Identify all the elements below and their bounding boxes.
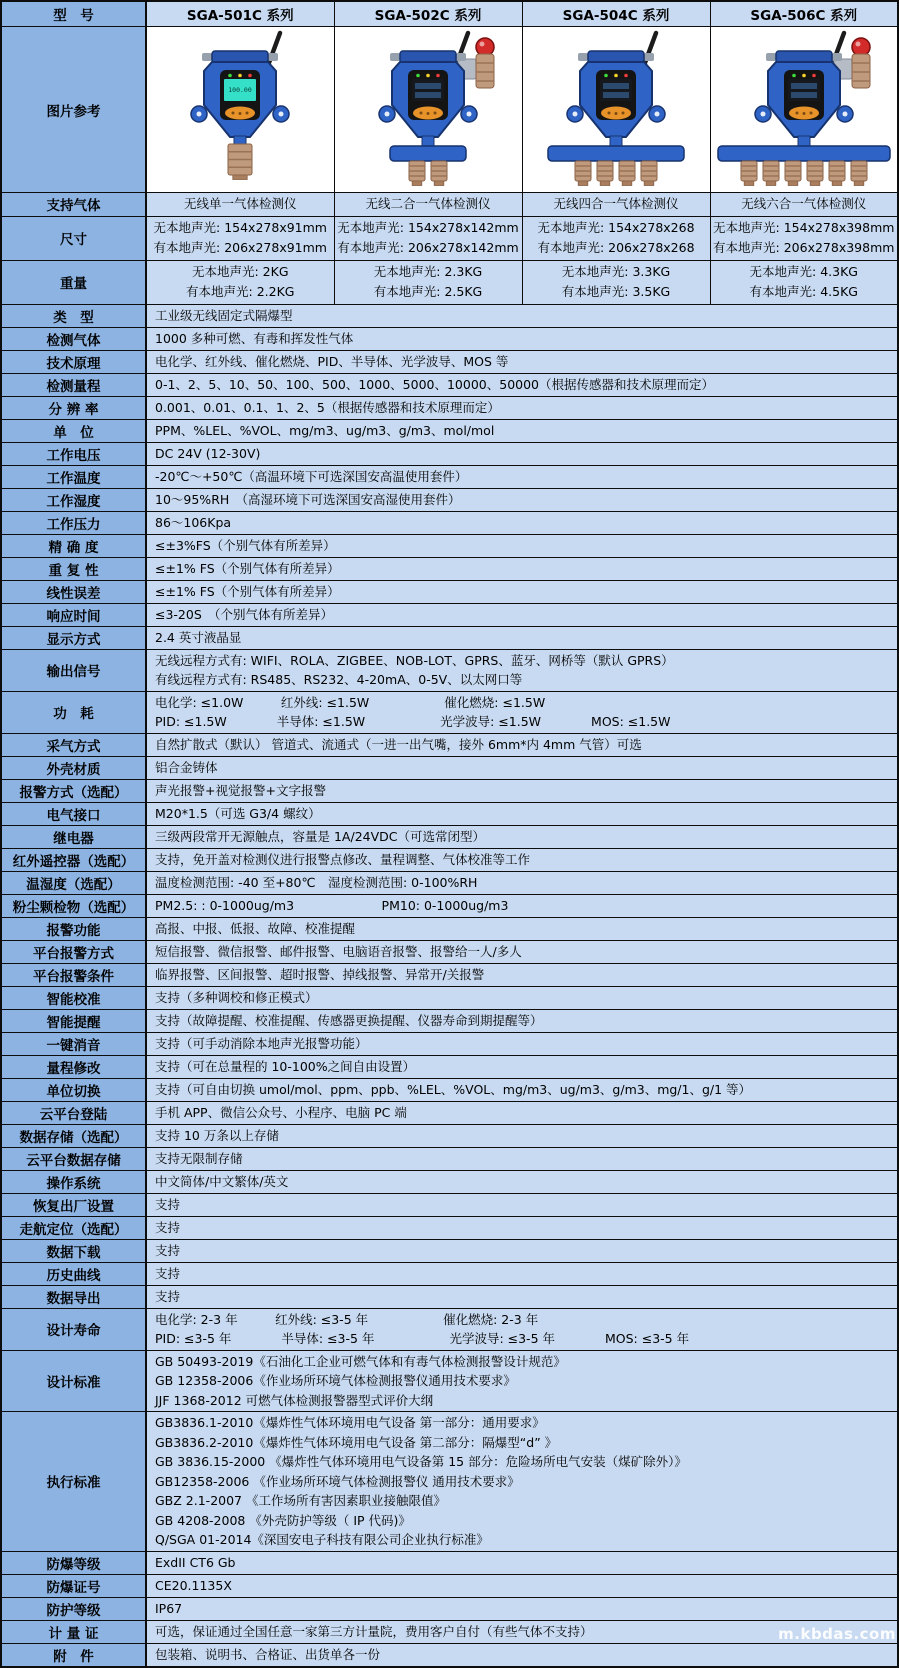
cell-line: 无本地声光: 4.3KG: [749, 263, 858, 279]
row-value: [146, 488, 898, 511]
cell-line: 声光报警+视觉报警+文字报警: [155, 782, 326, 798]
cell-line: Q/SGA 01-2014《深国安电子科技有限公司企业执行标准》: [155, 1532, 489, 1547]
spec-row-38: [1, 1147, 898, 1170]
cell-line: 手机 APP、微信公众号、小程序、电脑 PC 端: [155, 1104, 407, 1120]
spec-row-31: [1, 986, 898, 1009]
spec-row-7: [1, 396, 898, 419]
cell-line: ≤±1% FS（个别气体有所差异）: [155, 560, 340, 576]
row-label: 支持气体: [1, 193, 146, 217]
cell-line: 支持: [155, 1242, 181, 1258]
cell-line: 电化学: 2-3 年 红外线: ≤3-5 年 催化燃烧: 2-3 年: [155, 1311, 539, 1327]
row-value-col4: [710, 216, 898, 260]
model-name-4: SGA-506C 系列: [710, 1, 898, 27]
cell-line: GBZ 2.1-2007 《工作场所有害因素职业接触限值》: [155, 1493, 446, 1508]
cell-line: 包装箱、说明书、合格证、出货单各一份: [155, 1646, 381, 1662]
cell-line: GB3836.2-2010《爆炸性气体环境用电气设备 第二部分：隔爆型“d” 》: [155, 1434, 558, 1450]
row-value: [146, 1412, 898, 1552]
cell-line: IP67: [155, 1600, 183, 1616]
row-label: 计 量 证: [1, 1620, 146, 1643]
row-label: 检测量程: [1, 373, 146, 396]
row-label: 红外遥控器（选配）: [1, 848, 146, 871]
cell-line: PID: ≤1.5W 半导体: ≤1.5W 光学波导: ≤1.5W MOS: ≤1.5W: [155, 714, 671, 729]
row-label: 附 件: [1, 1643, 146, 1667]
spec-row-27: [1, 894, 898, 917]
cell-line: 无本地声光: 154x278x91mm: [153, 219, 327, 235]
row-value: [146, 1574, 898, 1597]
cell-line: 无本地声光: 2.3KG: [373, 263, 483, 279]
row-label: 工作湿度: [1, 488, 146, 511]
spec-row-34: [1, 1055, 898, 1078]
cell-line: 支持: [155, 1288, 181, 1304]
cell-line: 0-1、2、5、10、50、100、500、1000、5000、10000、50000（根据传感器和技术原理而定）: [155, 376, 715, 392]
row-value: [146, 1078, 898, 1101]
row-label: 分 辨 率: [1, 396, 146, 419]
cell-line: 无本地声光: 154x278x398mm: [713, 219, 895, 235]
row-label: 检测气体: [1, 327, 146, 350]
model-name-2: SGA-502C 系列: [334, 1, 522, 27]
row-label: 平台报警方式: [1, 940, 146, 963]
spec-row-14: [1, 557, 898, 580]
spec-row-13: [1, 534, 898, 557]
spec-row-52: [1, 1643, 898, 1667]
row-value: [146, 1239, 898, 1262]
spec-row-18: [1, 649, 898, 691]
row-value: [146, 802, 898, 825]
cell-line: 短信报警、微信报警、邮件报警、电脑语音报警、报警给一人/多人: [155, 943, 522, 959]
row-label: 响应时间: [1, 603, 146, 626]
spec-row-15: [1, 580, 898, 603]
row-value: [146, 871, 898, 894]
row-value: [146, 580, 898, 603]
svg-text:100.00: 100.00: [228, 86, 252, 94]
row-label: 温湿度（选配）: [1, 871, 146, 894]
row-value: [146, 442, 898, 465]
row-label: 粉尘颗检物（选配）: [1, 894, 146, 917]
row-label: 防护等级: [1, 1597, 146, 1620]
spec-row-17: [1, 626, 898, 649]
spec-row-29: [1, 940, 898, 963]
row-label: 报警功能: [1, 917, 146, 940]
row-label: 平台报警条件: [1, 963, 146, 986]
cell-line: 2.4 英寸液晶显: [155, 629, 242, 645]
row-label: 显示方式: [1, 626, 146, 649]
watermark: m.kbdas.com: [778, 1624, 896, 1643]
row-value: [146, 350, 898, 373]
cell-line: 支持: [155, 1265, 181, 1281]
cell-line: 有本地声光: 206x278x91mm: [153, 240, 327, 255]
row-value: [146, 1032, 898, 1055]
cell-line: GB 50493-2019《石油化工企业可燃气体和有毒气体检测报警设计规范》: [155, 1353, 566, 1369]
cell-line: 10～95%RH （高湿环境下可选深国安高湿使用套件）: [155, 491, 461, 507]
cell-line: 有本地声光: 3.5KG: [561, 284, 671, 299]
spec-row-21: [1, 756, 898, 779]
row-value: [146, 1551, 898, 1574]
cell-line: 无线二合一气体检测仪: [365, 196, 491, 211]
cell-line: 无本地声光: 154x278x142mm: [337, 219, 519, 235]
row-value: [146, 465, 898, 488]
cell-line: 支持（可自由切换 umol/mol、ppm、ppb、%LEL、%VOL、mg/m3、ug/m3、g/m3、mg/1、g/1 等）: [155, 1081, 752, 1097]
row-value: [146, 1308, 898, 1350]
row-value-col4: [710, 260, 898, 304]
cell-line: 无线远程方式有: WIFI、ROLA、ZIGBEE、NOB-LOT、GPRS、蓝牙、网桥等（默认 GPRS）: [155, 652, 674, 668]
row-value: [146, 1262, 898, 1285]
row-label: 输出信号: [1, 649, 146, 691]
cell-line: 有本地声光: 2.5KG: [373, 284, 483, 299]
product-image-sga-502c: [334, 27, 522, 193]
row-label: 数据存储（选配）: [1, 1124, 146, 1147]
spec-row-50: [1, 1597, 898, 1620]
cell-line: 三级两段常开无源触点，容量是 1A/24VDC（可选常闭型）: [155, 828, 485, 844]
cell-line: 有本地声光: 206x278x268: [537, 240, 695, 255]
cell-line: 无本地声光: 154x278x268: [537, 219, 695, 235]
row-label: 设计标准: [1, 1350, 146, 1412]
row-label-images: 图片参考: [1, 27, 146, 193]
row-label: 一键消音: [1, 1032, 146, 1055]
cell-line: 自然扩散式（默认） 管道式、流通式（一进一出气嘴，接外 6mm*内 4mm 气管）可选: [155, 736, 642, 752]
spec-row-0: [1, 193, 898, 217]
row-label: 数据导出: [1, 1285, 146, 1308]
product-image-sga-504c: [522, 27, 710, 193]
cell-line: 高报、中报、低报、故障、校准提醒: [155, 920, 356, 936]
spec-row-20: [1, 733, 898, 756]
row-value: [146, 756, 898, 779]
cell-line: ≤±3%FS（个别气体有所差异）: [155, 537, 336, 553]
row-value-col2: [334, 260, 522, 304]
row-value: [146, 511, 898, 534]
row-value: [146, 1193, 898, 1216]
spec-row-19: [1, 691, 898, 733]
row-label: 恢复出厂设置: [1, 1193, 146, 1216]
spec-row-12: [1, 511, 898, 534]
spec-row-36: [1, 1101, 898, 1124]
row-label: 重量: [1, 260, 146, 304]
spec-row-2: [1, 260, 898, 304]
row-value: [146, 848, 898, 871]
cell-line: PM2.5: : 0-1000ug/m3 PM10: 0-1000ug/m3: [155, 897, 509, 913]
row-label: 防爆等级: [1, 1551, 146, 1574]
cell-line: 无线单一气体检测仪: [183, 196, 297, 211]
row-label-model: 型 号: [1, 1, 146, 27]
cell-line: ≤±1% FS（个别气体有所差异）: [155, 583, 340, 599]
row-label: 历史曲线: [1, 1262, 146, 1285]
row-value: [146, 1216, 898, 1239]
row-value: [146, 1597, 898, 1620]
cell-line: 电化学: ≤1.0W 红外线: ≤1.5W 催化燃烧: ≤1.5W: [155, 694, 546, 710]
spec-row-30: [1, 963, 898, 986]
spec-row-9: [1, 442, 898, 465]
row-value-col1: [146, 216, 334, 260]
cell-line: DC 24V (12-30V): [155, 445, 261, 461]
cell-line: 无本地声光: 3.3KG: [561, 263, 671, 279]
row-value: [146, 733, 898, 756]
cell-line: 工业级无线固定式隔爆型: [155, 307, 293, 323]
row-label: 云平台登陆: [1, 1101, 146, 1124]
spec-row-26: [1, 871, 898, 894]
cell-line: 临界报警、区间报警、超时报警、掉线报警、异常开/关报警: [155, 966, 485, 982]
row-label: 采气方式: [1, 733, 146, 756]
cell-line: 无线六合一气体检测仪: [741, 196, 867, 211]
spec-row-5: [1, 350, 898, 373]
spec-row-3: [1, 304, 898, 327]
model-name-3: SGA-504C 系列: [522, 1, 710, 27]
spec-row-11: [1, 488, 898, 511]
model-header-row: [1, 1, 898, 27]
product-image-sga-506c: [710, 27, 898, 193]
row-value: [146, 557, 898, 580]
row-value: [146, 419, 898, 442]
cell-line: GB 3836.15-2000 《爆炸性气体环境用电气设备第 15 部分：危险场所电气安装（煤矿除外）》: [155, 1454, 687, 1469]
row-label: 工作压力: [1, 511, 146, 534]
cell-line: 中文简体/中文繁体/英文: [155, 1173, 289, 1189]
row-label: 精 确 度: [1, 534, 146, 557]
spec-row-23: [1, 802, 898, 825]
row-value: [146, 1124, 898, 1147]
spec-row-33: [1, 1032, 898, 1055]
cell-line: 温度检测范围: -40 至+80℃ 湿度检测范围: 0-100%RH: [155, 874, 478, 890]
row-value: [146, 1101, 898, 1124]
row-value-col1: [146, 193, 334, 217]
row-value: [146, 779, 898, 802]
row-value-col3: [522, 216, 710, 260]
spec-row-41: [1, 1216, 898, 1239]
row-label: 走航定位（选配）: [1, 1216, 146, 1239]
model-name-1: SGA-501C 系列: [146, 1, 334, 27]
spec-row-6: [1, 373, 898, 396]
row-value: [146, 1620, 898, 1643]
cell-line: -20℃～+50℃（高温环境下可选深国安高温使用套件）: [155, 468, 468, 484]
spec-row-10: [1, 465, 898, 488]
row-label: 尺寸: [1, 216, 146, 260]
row-value: [146, 963, 898, 986]
row-value: [146, 327, 898, 350]
row-value: [146, 1055, 898, 1078]
row-label: 重 复 性: [1, 557, 146, 580]
row-label: 单 位: [1, 419, 146, 442]
row-label: 类 型: [1, 304, 146, 327]
row-label: 线性误差: [1, 580, 146, 603]
row-label: 外壳材质: [1, 756, 146, 779]
spec-row-8: [1, 419, 898, 442]
row-value: [146, 1285, 898, 1308]
spec-row-43: [1, 1262, 898, 1285]
cell-line: ≤3-20S （个别气体有所差异）: [155, 606, 334, 622]
spec-row-47: [1, 1412, 898, 1552]
row-label: 技术原理: [1, 350, 146, 373]
spec-row-24: [1, 825, 898, 848]
cell-line: 0.001、0.01、0.1、1、2、5（根据传感器和技术原理而定）: [155, 399, 500, 415]
row-value: [146, 1350, 898, 1412]
row-value: [146, 1009, 898, 1032]
row-label: 工作电压: [1, 442, 146, 465]
cell-line: ExdII CT6 Gb: [155, 1554, 236, 1570]
cell-line: PID: ≤3-5 年 半导体: ≤3-5 年 光学波导: ≤3-5 年 MOS: ≤3-5 年: [155, 1331, 690, 1346]
cell-line: 可选，保证通过全国任意一家第三方计量院，费用客户自付（有些气体不支持）: [155, 1623, 593, 1639]
spec-row-48: [1, 1551, 898, 1574]
row-value-col1: [146, 260, 334, 304]
cell-line: 无本地声光: 2KG: [191, 263, 289, 279]
cell-line: 支持: [155, 1196, 181, 1212]
row-label: 智能校准: [1, 986, 146, 1009]
cell-line: 支持: [155, 1219, 181, 1235]
spec-row-46: [1, 1350, 898, 1412]
row-value: [146, 534, 898, 557]
spec-row-16: [1, 603, 898, 626]
cell-line: 有线远程方式有: RS485、RS232、4-20mA、0-5V、以太网口等: [155, 672, 523, 687]
row-label: 防爆证号: [1, 1574, 146, 1597]
row-value-col3: [522, 260, 710, 304]
row-label: 量程修改: [1, 1055, 146, 1078]
cell-line: 有本地声光: 206x278x142mm: [337, 240, 519, 255]
spec-row-45: [1, 1308, 898, 1350]
cell-line: JJF 1368-2012 可燃气体检测报警器型式评价大纲: [155, 1392, 434, 1408]
product-image-sga-501c: [146, 27, 334, 193]
spec-table-body: [1, 1, 898, 1667]
cell-line: 无线四合一气体检测仪: [553, 196, 679, 211]
spec-row-51: [1, 1620, 898, 1643]
row-value: [146, 304, 898, 327]
row-label: 云平台数据存储: [1, 1147, 146, 1170]
cell-line: GB 12358-2006《作业场所环境气体检测报警仪通用技术要求》: [155, 1373, 516, 1388]
row-value: [146, 894, 898, 917]
row-value: [146, 603, 898, 626]
row-value: [146, 396, 898, 419]
row-value-col4: [710, 193, 898, 217]
spec-row-25: [1, 848, 898, 871]
row-label: 设计寿命: [1, 1308, 146, 1350]
cell-line: PPM、%LEL、%VOL、mg/m3、ug/m3、g/m3、mol/mol: [155, 422, 495, 438]
row-value-col2: [334, 193, 522, 217]
row-value: [146, 649, 898, 691]
cell-line: GB3836.1-2010《爆炸性气体环境用电气设备 第一部分：通用要求》: [155, 1415, 545, 1430]
row-value: [146, 626, 898, 649]
spec-row-49: [1, 1574, 898, 1597]
cell-line: 支持，免开盖对检测仪进行报警点修改、量程调整、气体校准等工作: [155, 851, 531, 867]
row-label: 数据下载: [1, 1239, 146, 1262]
spec-row-42: [1, 1239, 898, 1262]
cell-line: GB12358-2006 《作业场所环境气体检测报警仪 通用技术要求》: [155, 1473, 520, 1489]
cell-line: 铝合金铸体: [155, 759, 218, 775]
row-value: [146, 917, 898, 940]
spec-row-39: [1, 1170, 898, 1193]
row-label: 操作系统: [1, 1170, 146, 1193]
cell-line: 电化学、红外线、催化燃烧、PID、半导体、光学波导、MOS 等: [155, 353, 509, 369]
spec-row-40: [1, 1193, 898, 1216]
image-row: [1, 27, 898, 193]
row-value: [146, 940, 898, 963]
row-value: [146, 1147, 898, 1170]
row-value-col2: [334, 216, 522, 260]
row-label: 工作温度: [1, 465, 146, 488]
row-value: [146, 1643, 898, 1667]
spec-row-32: [1, 1009, 898, 1032]
row-label: 功 耗: [1, 691, 146, 733]
row-value: [146, 825, 898, 848]
cell-line: 支持无限制存储: [155, 1150, 243, 1166]
spec-row-35: [1, 1078, 898, 1101]
cell-line: 有本地声光: 2.2KG: [186, 284, 295, 299]
spec-row-44: [1, 1285, 898, 1308]
cell-line: 有本地声光: 206x278x398mm: [713, 240, 895, 255]
spec-row-37: [1, 1124, 898, 1147]
cell-line: 支持（故障提醒、校准提醒、传感器更换提醒、仪器寿命到期提醒等）: [155, 1012, 543, 1028]
row-value: [146, 373, 898, 396]
cell-line: 支持 10 万条以上存储: [155, 1127, 279, 1143]
row-label: 执行标准: [1, 1412, 146, 1552]
spec-row-22: [1, 779, 898, 802]
row-label: 继电器: [1, 825, 146, 848]
spec-row-1: [1, 216, 898, 260]
cell-line: M20*1.5（可选 G3/4 螺纹）: [155, 805, 321, 821]
row-value: [146, 691, 898, 733]
cell-line: 支持（多种调校和修正模式）: [155, 989, 318, 1005]
row-label: 单位切换: [1, 1078, 146, 1101]
cell-line: 支持（可手动消除本地声光报警功能）: [155, 1035, 368, 1051]
cell-line: 1000 多种可燃、有毒和挥发性气体: [155, 330, 354, 346]
spec-row-28: [1, 917, 898, 940]
row-label: 电气接口: [1, 802, 146, 825]
spec-row-4: [1, 327, 898, 350]
cell-line: CE20.1135X: [155, 1577, 232, 1593]
row-label: 智能提醒: [1, 1009, 146, 1032]
cell-line: GB 4208-2008 《外壳防护等级（ IP 代码)》: [155, 1512, 411, 1528]
row-label: 报警方式（选配）: [1, 779, 146, 802]
row-value: [146, 986, 898, 1009]
row-value-col3: [522, 193, 710, 217]
cell-line: 86～106Kpa: [155, 514, 232, 530]
row-value: [146, 1170, 898, 1193]
cell-line: 支持（可在总量程的 10-100%之间自由设置）: [155, 1058, 416, 1074]
cell-line: 有本地声光: 4.5KG: [749, 284, 858, 299]
